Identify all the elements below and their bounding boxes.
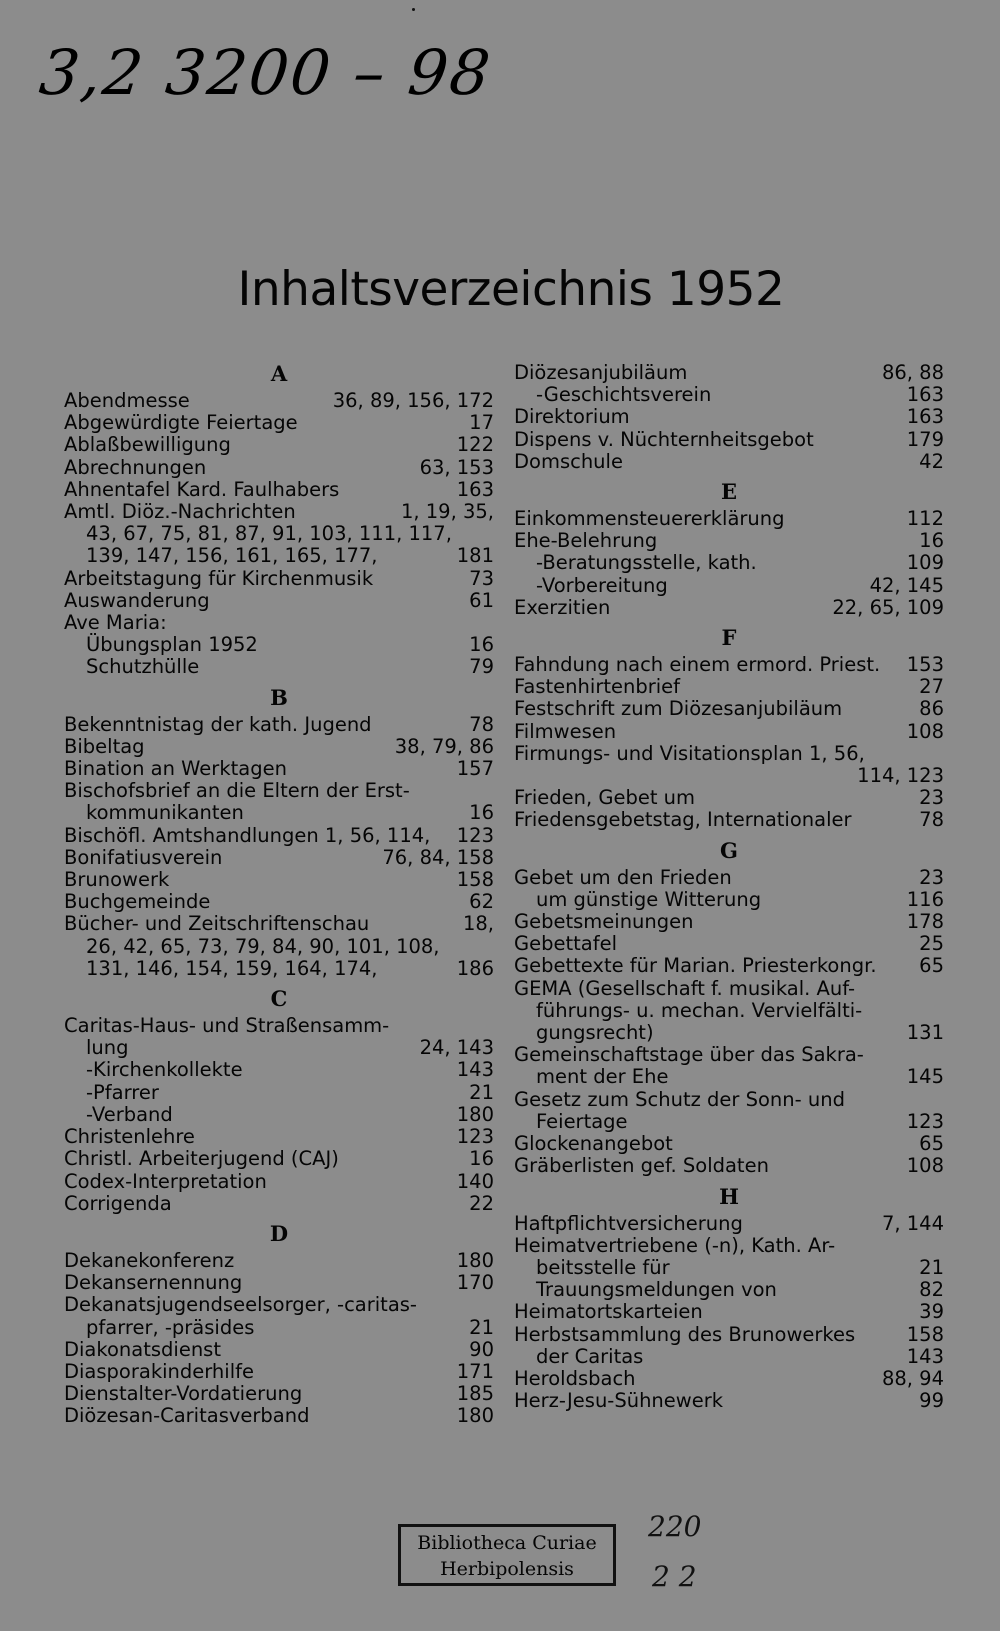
index-entry [514,1044,944,1066]
index-entry [64,1339,494,1361]
entry-pages: 90 [469,1337,494,1361]
index-entry [64,1294,494,1316]
index-entry-continuation [514,1000,944,1022]
entry-pages: 122 [456,433,494,457]
index-entry [64,412,494,434]
index-entry [64,390,494,412]
entry-term: Fastenhirtenbrief [514,675,681,699]
entry-term: Bischofsbrief an die Eltern der Erst- [64,779,410,803]
index-entry [64,1193,494,1215]
entry-pages: 116 [906,887,944,911]
section-letter: F [721,625,737,651]
entry-term: Bonifatiusverein [64,845,223,869]
index-entry [64,714,494,736]
entry-term: kommunikanten [86,801,244,825]
entry-term: Gebetsmeinungen [514,910,694,934]
entry-term: beitsstelle für [536,1255,670,1279]
index-entry [514,867,944,889]
handwritten-note-2: 2 2 [652,1560,697,1593]
index-entry [64,590,494,612]
entry-term: Bücher- und Zeitschriftenschau [64,912,370,936]
index-subentry [64,656,494,678]
entry-pages: 16 [469,1147,494,1171]
entry-term: Filmwesen [514,719,617,743]
entry-pages: 179 [906,427,944,451]
entry-pages: 185 [456,1382,494,1406]
entry-term: Friedensgebetstag, Internationaler [514,808,852,832]
entry-term: Arbeitstagung für Kirchenmusik [64,566,374,590]
index-entry [514,597,944,619]
entry-pages: 73 [469,566,494,590]
entry-term: Bination an Werktagen [64,757,287,781]
entry-term: Festschrift zum Diözesanjubiläum [514,697,843,721]
entry-term: ment der Ehe [536,1065,669,1089]
entry-term: -Beratungsstelle, kath. [536,551,757,575]
entry-term: Ehe-Belehrung [514,529,658,553]
entry-term: Haftpflichtversicherung [514,1211,743,1235]
entry-pages: 114, 123 [857,764,944,788]
index-entry [64,913,494,935]
index-entry [64,457,494,479]
index-entry [64,501,494,523]
index-entry-continuation [64,545,494,567]
index-entry [64,1015,494,1037]
entry-pages: 99 [919,1389,944,1413]
index-entry [64,891,494,913]
entry-term: Trauungsmeldungen von [536,1278,777,1302]
entry-pages: 23 [919,786,944,810]
index-entry [514,362,944,384]
entry-term: Dienstalter-Vordatierung [64,1382,303,1406]
index-entry [64,1171,494,1193]
index-subentry [514,889,944,911]
entry-pages: 18, [462,912,494,936]
index-entry-continuation [64,802,494,824]
index-entry [514,676,944,698]
entry-term: Buchgemeinde [64,890,211,914]
entry-pages: 180 [456,1248,494,1272]
index-entry-continuation [64,1037,494,1059]
entry-term: Dekansernennung [64,1271,243,1295]
index-entry [514,1324,944,1346]
entry-pages: 112 [906,507,944,531]
entry-term: Ahnentafel Kard. Faulhabers [64,477,340,501]
section-letter: C [270,986,288,1012]
entry-term: -Kirchenkollekte [86,1058,243,1082]
index-entry-continuation [514,1111,944,1133]
section-letter: A [270,361,288,386]
index-entry [514,429,944,451]
entry-term: Gemeinschaftstage über das Sakra- [514,1043,864,1067]
index-entry-continuation [64,523,494,545]
entry-term: Firmungs- und Visitationsplan 1, 56, [514,741,865,765]
index-subentry [64,1082,494,1104]
entry-pages: 82 [919,1278,944,1302]
entry-term: Feiertage [536,1109,628,1133]
index-subentry [64,1059,494,1081]
entry-term: Abendmesse [64,389,190,412]
entry-pages: 109 [906,551,944,575]
entry-term: Domschule [514,449,623,473]
entry-term: Exerzitien [514,595,611,619]
entry-term: Diasporakinderhilfe [64,1359,254,1383]
entry-pages: 86, 88 [881,361,944,384]
entry-term: Übungsplan 1952 [86,633,258,657]
index-subentry [514,384,944,406]
index-entry [64,1148,494,1170]
index-entry-continuation [514,765,944,787]
entry-pages: 22 [469,1191,494,1215]
entry-pages: 65 [919,954,944,978]
entry-term: Diözesan-Caritasverband [64,1404,310,1428]
ink-dot [412,8,415,11]
entry-pages: 163 [906,383,944,407]
index-entry [64,612,494,634]
index-entry-continuation [64,936,494,958]
entry-term: Caritas-Haus- und Straßensamm- [64,1014,390,1038]
entry-term: Fahndung nach einem ermord. Priest. [514,653,881,677]
index-entry [514,1089,944,1111]
index-entry [64,1126,494,1148]
entry-term: Gebettexte für Marian. Priesterkongr. [514,954,877,978]
entry-pages: 170 [456,1271,494,1295]
entry-pages: 38, 79, 86 [394,734,494,758]
index-entry [64,1383,494,1405]
index-entry [514,933,944,955]
entry-pages: 39 [919,1300,944,1324]
index-entry [64,758,494,780]
entry-term: Dekanatsjugendseelsorger, -caritas- [64,1293,417,1317]
entry-pages: 21 [469,1080,494,1104]
entry-term: 26, 42, 65, 73, 79, 84, 90, 101, 108, [86,934,440,958]
entry-term: pfarrer, -präsides [86,1315,255,1339]
entry-pages: 143 [456,1058,494,1082]
index-entry [514,978,944,1000]
entry-pages: 78 [469,712,494,736]
index-entry [514,1301,944,1323]
entry-term: Dekanekonferenz [64,1248,235,1272]
index-entry [514,955,944,977]
index-entry [64,780,494,802]
entry-pages: 16 [469,633,494,657]
index-entry-continuation [64,1317,494,1339]
entry-term: lung [86,1036,129,1060]
index-entry [514,1155,944,1177]
entry-term: Heroldsbach [514,1366,636,1390]
index-entry-continuation [64,958,494,980]
entry-pages: 25 [919,932,944,956]
entry-term: 43, 67, 75, 81, 87, 91, 103, 111, 117, [86,522,452,546]
index-entry [514,1133,944,1155]
index-column-left [64,357,494,1428]
index-entry [514,698,944,720]
entry-pages: 86 [919,697,944,721]
index-entry [64,847,494,869]
entry-pages: 88, 94 [881,1366,944,1390]
index-entry [64,869,494,891]
index-entry [64,1272,494,1294]
index-entry [64,825,494,847]
entry-term: -Pfarrer [86,1080,159,1104]
entry-pages: 79 [469,655,494,679]
index-entry-continuation [514,1279,944,1301]
entry-pages: 158 [906,1322,944,1346]
index-entry [514,654,944,676]
entry-term: Brunowerk [64,868,170,892]
entry-pages: 163 [906,405,944,429]
index-entry-continuation [514,1022,944,1044]
entry-pages: 78 [919,808,944,832]
entry-term: Bekenntnistag der kath. Jugend [64,712,372,736]
entry-term: Dispens v. Nüchternheitsgebot [514,427,814,451]
entry-pages: 24, 143 [419,1036,494,1060]
entry-term: Codex-Interpretation [64,1169,267,1193]
section-letter: E [720,479,737,505]
entry-term: Auswanderung [64,588,210,612]
entry-pages: 180 [456,1102,494,1126]
entry-pages: 16 [469,801,494,825]
entry-pages: 63, 153 [419,455,494,479]
index-column-right [514,362,944,1412]
entry-term: um günstige Witterung [536,887,762,911]
entry-pages: 123 [456,1125,494,1149]
entry-term: Christenlehre [64,1125,195,1149]
index-entry [514,809,944,831]
index-subentry [514,552,944,574]
entry-pages: 1, 19, 35, [400,500,494,524]
entry-pages: 23 [919,865,944,889]
entry-pages: 21 [919,1255,944,1279]
index-subentry [64,1104,494,1126]
entry-pages: 158 [456,868,494,892]
index-entry [514,1235,944,1257]
index-entry [64,568,494,590]
entry-pages: 108 [906,1154,944,1178]
index-entry [514,406,944,428]
index-entry [64,1405,494,1427]
entry-pages: 22, 65, 109 [832,595,944,619]
entry-term: 131, 146, 154, 159, 164, 174, [86,956,378,980]
entry-term: Schutzhülle [86,655,200,679]
index-entry [64,479,494,501]
entry-term: Amtl. Diöz.-Nachrichten [64,500,296,524]
entry-term: der Caritas [536,1344,644,1368]
entry-term: Bischöfl. Amtshandlungen 1, 56, 114, [64,823,431,847]
entry-term: Einkommensteuererklärung [514,507,785,531]
stamp-line-2: Herbipolensis [440,1558,574,1580]
entry-pages: 21 [469,1315,494,1339]
entry-term: Direktorium [514,405,630,429]
entry-term: Heimatvertriebene (-n), Kath. Ar- [514,1233,836,1257]
entry-term: Frieden, Gebet um [514,786,696,810]
entry-term: Bibeltag [64,734,145,758]
stamp-line-1: Bibliotheca Curiae [417,1532,597,1554]
entry-term: Christl. Arbeiterjugend (CAJ) [64,1147,339,1171]
index-entry [514,911,944,933]
index-entry [514,530,944,552]
entry-term: Diakonatsdienst [64,1337,221,1361]
handwritten-note-1: 220 [648,1510,702,1543]
entry-term: gungsrecht) [536,1021,654,1045]
entry-term: -Vorbereitung [536,573,668,597]
entry-term: -Geschichtsverein [536,383,712,407]
entry-pages: 123 [906,1109,944,1133]
index-entry [64,736,494,758]
entry-pages: 7, 144 [881,1211,944,1235]
entry-pages: 181 [456,544,494,568]
entry-term: führungs- u. mechan. Vervielfälti- [536,998,863,1022]
entry-pages: 157 [456,757,494,781]
entry-pages: 180 [456,1404,494,1428]
entry-pages: 62 [469,890,494,914]
section-letter: H [719,1183,739,1209]
index-subentry [514,575,944,597]
index-entry [514,1368,944,1390]
index-entry [64,434,494,456]
entry-pages: 145 [906,1065,944,1089]
entry-term: 139, 147, 156, 161, 165, 177, [86,544,378,568]
entry-pages: 123 [456,823,494,847]
index-entry [514,743,944,765]
index-entry [514,721,944,743]
entry-pages: 143 [906,1344,944,1368]
index-entry [514,787,944,809]
entry-pages: 27 [919,675,944,699]
entry-pages: 65 [919,1132,944,1156]
entry-term: Abgewürdigte Feiertage [64,411,298,435]
library-stamp [398,1524,616,1586]
entry-term: Corrigenda [64,1191,172,1215]
index-entry [514,1390,944,1412]
entry-term: Abrechnungen [64,455,207,479]
entry-term: GEMA (Gesellschaft f. musikal. Auf- [514,976,856,1000]
entry-term: Gebet um den Frieden [514,865,732,889]
entry-pages: 16 [919,529,944,553]
entry-pages: 140 [456,1169,494,1193]
entry-pages: 153 [906,653,944,677]
entry-term: -Verband [86,1102,173,1126]
index-entry-continuation [514,1066,944,1088]
entry-pages: 131 [906,1021,944,1045]
entry-pages: 42, 145 [869,573,944,597]
entry-pages: 36, 89, 156, 172 [332,389,494,412]
entry-term: Gebettafel [514,932,618,956]
entry-pages: 171 [456,1359,494,1383]
entry-term: Gräberlisten gef. Soldaten [514,1154,769,1178]
index-entry [514,451,944,473]
entry-pages: 17 [469,411,494,435]
index-entry [514,508,944,530]
section-letter: G [720,837,738,863]
entry-term: Ablaßbewilligung [64,433,231,457]
entry-term: Heimatortskarteien [514,1300,703,1324]
index-entry [64,1250,494,1272]
handwritten-shelfmark: 3,2 3200 – 98 [36,36,496,109]
index-subentry [64,634,494,656]
page-title: Inhaltsverzeichnis 1952 [237,262,785,317]
entry-pages: 61 [469,588,494,612]
index-entry-continuation [514,1257,944,1279]
section-letter: B [270,684,288,710]
entry-pages: 76, 84, 158 [382,845,494,869]
index-entry-continuation [514,1346,944,1368]
entry-term: Herz-Jesu-Sühnewerk [514,1389,724,1413]
entry-pages: 108 [906,719,944,743]
entry-pages: 42 [919,449,944,473]
index-entry [64,1361,494,1383]
section-letter: D [269,1220,289,1246]
entry-term: Gesetz zum Schutz der Sonn- und [514,1087,845,1111]
entry-term: Diözesanjubiläum [514,361,688,384]
entry-term: Ave Maria: [64,611,167,635]
entry-pages: 163 [456,477,494,501]
index-entry [514,1213,944,1235]
entry-term: Herbstsammlung des Brunowerkes [514,1322,856,1346]
entry-pages: 178 [906,910,944,934]
entry-pages: 186 [456,956,494,980]
entry-term: Glockenangebot [514,1132,673,1156]
